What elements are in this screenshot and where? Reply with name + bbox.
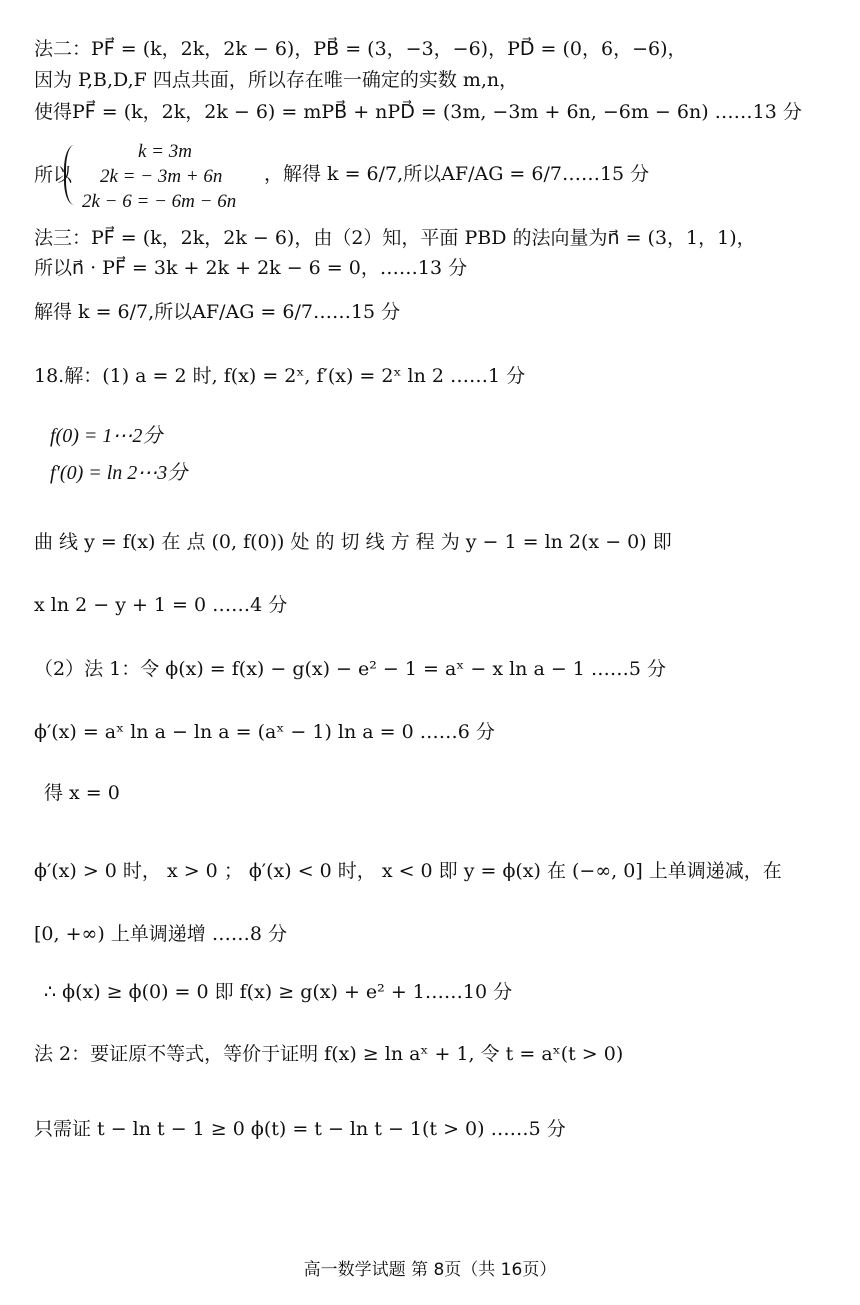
line-linear-combination: 使得PF⃗ = (k，2k，2k − 6) = mPB⃗ + nPD⃗ = (3m, −3m + 6n, −6m − 6n) ……13 分 — [34, 101, 802, 123]
line-method2-vectors: 法二：PF⃗ = (k，2k，2k − 6)，PB⃗ = (3，−3，−6)，PD⃗ = (0，6，−6)， — [34, 38, 687, 60]
page-footer: 高一数学试题 第 8页（共 16页） — [303, 1260, 557, 1280]
line-conclusion: ∴ ϕ(x) ≥ ϕ(0) = 0 即 f(x) ≥ g(x) + e² + 1……10 分 — [44, 981, 513, 1003]
line-x-zero: 得 x = 0 — [44, 782, 120, 804]
line-tangent-result: x ln 2 − y + 1 = 0 ……4 分 — [34, 594, 288, 616]
system-eq-2: 2k = − 3m + 6n — [100, 166, 223, 187]
line-part2-method1: （2）法 1：令 ϕ(x) = f(x) − g(x) − e² − 1 = aˣ − x ln a − 1 ……5 分 — [34, 658, 667, 680]
line-system-result: ，解得 k = 6/7,所以AF/AG = 6/7……15 分 — [264, 163, 650, 185]
system-eq-3: 2k − 6 = − 6m − 6n — [82, 191, 237, 212]
line-f0: f(0) = 1⋯2分 — [50, 425, 163, 447]
line-monotonic: ϕ′(x) > 0 时， x > 0 ； ϕ′(x) < 0 时， x < 0 即 y = ϕ(x) 在 (−∞, 0] 上单调递减，在 — [34, 860, 782, 882]
system-eq-1: k = 3m — [138, 141, 192, 162]
line-dot-product: 所以n⃗ · PF⃗ = 3k + 2k + 2k − 6 = 0，……13 分 — [34, 257, 468, 279]
line-fprime0: f′(0) = ln 2⋯3分 — [50, 462, 188, 484]
line-coplanar: 因为 P,B,D,F 四点共面，所以存在唯一确定的实数 m,n， — [34, 69, 519, 91]
line-system-prefix: 所以 — [34, 164, 73, 186]
line-method3-result: 解得 k = 6/7,所以AF/AG = 6/7……15 分 — [34, 301, 401, 323]
line-method2-part2: 法 2：要证原不等式，等价于证明 f(x) ≥ ln aˣ + 1, 令 t = aˣ(t > 0) — [34, 1043, 624, 1065]
line-q18-part1: 18.解：(1) a = 2 时, f(x) = 2ˣ, f′(x) = 2ˣ ln 2 ……1 分 — [34, 365, 526, 387]
system-brace — [64, 145, 80, 205]
line-method3: 法三：PF⃗ = (k，2k，2k − 6)，由（2）知，平面 PBD 的法向量为n⃗ = (3，1，1)， — [34, 227, 756, 249]
line-increasing: [0, +∞) 上单调递增 ……8 分 — [34, 923, 287, 945]
line-phi-derivative: ϕ′(x) = aˣ ln a − ln a = (aˣ − 1) ln a = 0 ……6 分 — [34, 721, 495, 743]
line-need-prove: 只需证 t − ln t − 1 ≥ 0 ϕ(t) = t − ln t − 1(t > 0) ……5 分 — [34, 1118, 566, 1140]
line-tangent: 曲 线 y = f(x) 在 点 (0, f(0)) 处 的 切 线 方 程 为 y − 1 = ln 2(x − 0) 即 — [34, 531, 672, 553]
